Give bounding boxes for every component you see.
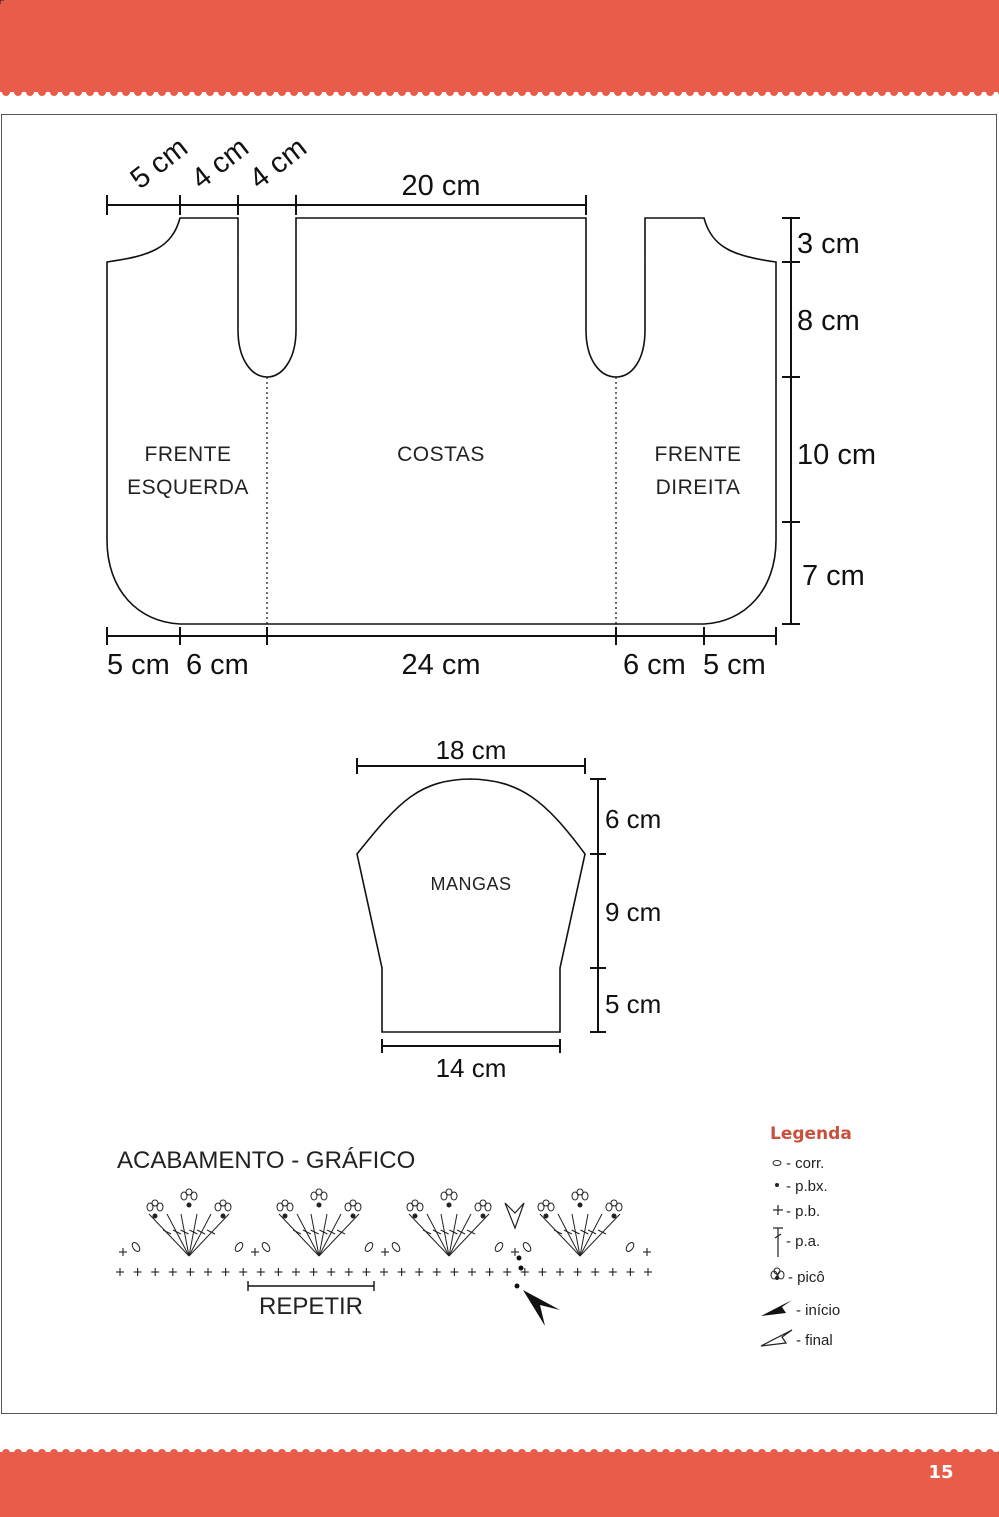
legend-item-final: - final: [796, 1332, 833, 1349]
dim-right-7cm: 7 cm: [802, 560, 865, 592]
legend-item-inicio: - início: [796, 1302, 841, 1319]
legend-item-pbx: - p.bx.: [786, 1178, 828, 1195]
legend-item-corr: - corr.: [786, 1155, 825, 1172]
dim-sleeve-6cm: 6 cm: [605, 804, 662, 834]
dim-right-10cm: 10 cm: [797, 439, 876, 471]
legend-chain-icon: [773, 1161, 781, 1166]
dim-bottom-5cm-b: 5 cm: [703, 649, 766, 681]
bottom-band: [0, 1452, 999, 1517]
dim-bottom-6cm-a: 6 cm: [186, 649, 249, 681]
dim-bottom-5cm-a: 5 cm: [107, 649, 170, 681]
label-costas: COSTAS: [397, 443, 485, 466]
label-frente-direita-2: DIREITA: [655, 476, 741, 499]
dim-right-8cm: 8 cm: [797, 305, 860, 337]
dim-sleeve-18cm: 18 cm: [435, 735, 507, 765]
dim-top-4cm-a: 4 cm: [185, 131, 255, 196]
label-mangas: MANGAS: [430, 874, 512, 894]
dim-sleeve-14cm: 14 cm: [435, 1053, 507, 1083]
chart-title: ACABAMENTO - GRÁFICO: [117, 1147, 416, 1174]
dim-sleeve-9cm: 9 cm: [605, 897, 662, 927]
sleeve-outline: [357, 779, 585, 1032]
dim-bottom-6cm-b: 6 cm: [623, 649, 686, 681]
legend-picot-icon: [771, 1268, 784, 1280]
legend-start-arrow-icon: [761, 1300, 792, 1316]
body-piece-outline: [107, 218, 776, 624]
repeat-label: REPETIR: [258, 1293, 364, 1320]
dim-top-4cm-b: 4 cm: [243, 131, 313, 196]
dim-bottom-24cm: 24 cm: [401, 649, 481, 681]
fan-motifs: [131, 1189, 636, 1256]
label-frente-esquerda-2: ESQUERDA: [127, 476, 249, 499]
page-number: 15: [928, 1462, 954, 1483]
legend-end-arrow-icon: [761, 1330, 792, 1346]
legend-item-pico: - picô: [788, 1269, 825, 1286]
dim-sleeve-5cm: 5 cm: [605, 989, 662, 1019]
label-frente-direita-1: FRENTE: [654, 443, 742, 466]
dim-right-3cm: 3 cm: [797, 228, 860, 260]
dim-top-20cm: 20 cm: [401, 170, 481, 202]
dim-top-5cm: 5 cm: [124, 131, 194, 196]
legend-double-crochet-icon: [773, 1228, 783, 1257]
legend-slip-stitch-icon: [775, 1183, 779, 1187]
label-frente-esquerda-1: FRENTE: [144, 443, 232, 466]
single-crochet-row: [116, 1248, 652, 1276]
legend-single-crochet-icon: [773, 1205, 783, 1215]
chart-start-arrow-icon: [523, 1290, 560, 1326]
legend-title: Legenda: [770, 1124, 852, 1144]
legend-item-pa: - p.a.: [786, 1233, 821, 1250]
chart-end-marker-icon: [505, 1203, 524, 1228]
legend-item-pb: - p.b.: [786, 1203, 821, 1220]
base-row: [0, 0, 4, 4]
